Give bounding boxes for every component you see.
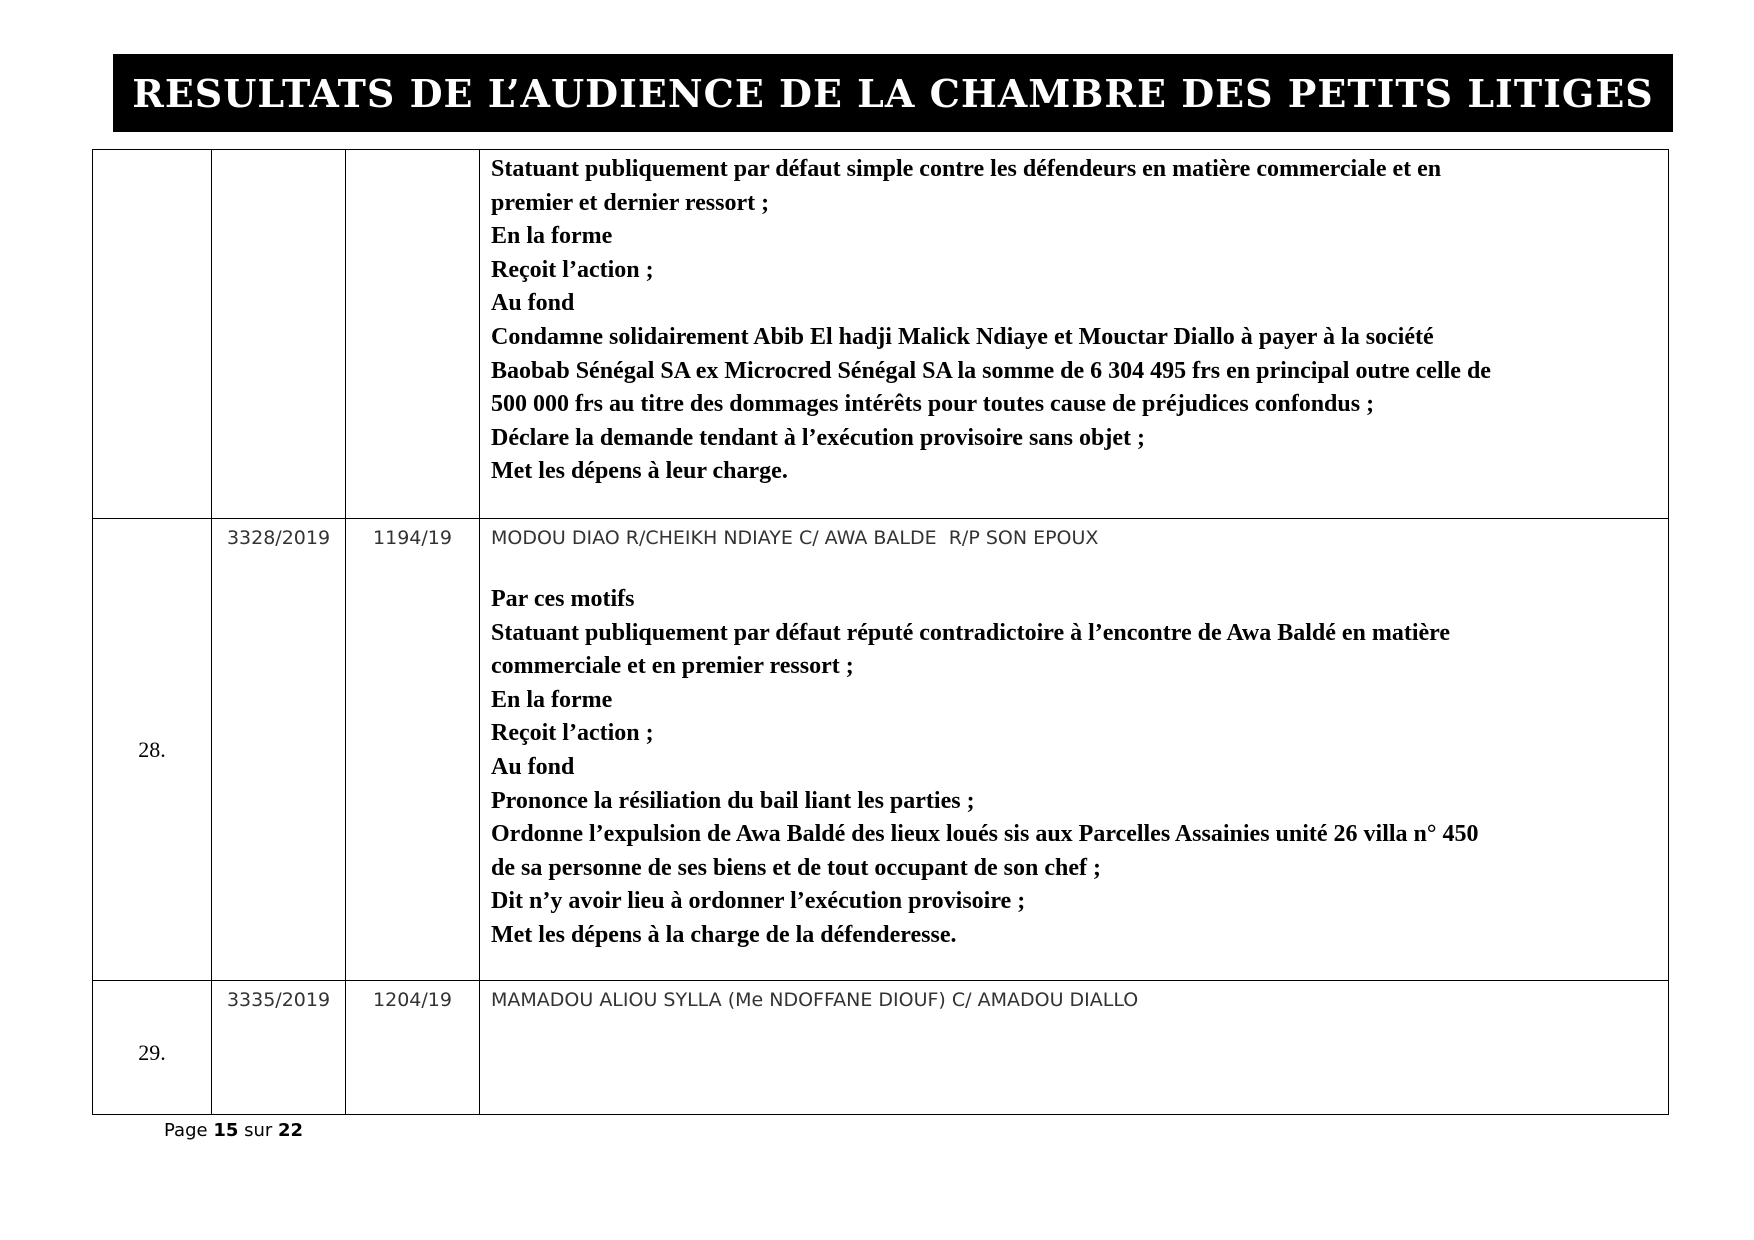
decision-line: Statuant publiquement par défaut réputé contradictoire à l’encontre de Awa Baldé en matière xyxy=(491,619,1451,646)
decision-line: Ordonne l’expulsion de Awa Baldé des lieux loués sis aux Parcelles Assainies unité 26 villa n° 450 xyxy=(491,821,1479,848)
results-table xyxy=(92,149,1669,1115)
page-title: RESULTATS DE L’AUDIENCE DE LA CHAMBRE DES PETITS LITIGES xyxy=(132,70,1654,116)
decision-line: Par ces motifs xyxy=(491,586,635,612)
decision-text xyxy=(491,583,1658,953)
page-total: 22 xyxy=(278,1120,304,1141)
row-number: 28. xyxy=(93,519,212,981)
jugement-number: 1194/19 xyxy=(346,519,480,981)
page-current: 15 xyxy=(213,1120,239,1141)
parties-text: MAMADOU ALIOU SYLLA (Me NDOFFANE DIOUF) C/ AMADOU DIALLO xyxy=(491,989,1139,1011)
table-row xyxy=(93,519,1669,981)
jugement-number xyxy=(346,150,480,519)
decision-line: Dit n’y avoir lieu à ordonner l’exécution provisoire ; xyxy=(491,888,1026,915)
page-footer xyxy=(164,1120,303,1141)
row-number xyxy=(93,150,212,519)
decision-line: Baobab Sénégal SA ex Microcred Sénégal SA la somme de 6 304 495 frs en principal outre celle de xyxy=(491,357,1491,384)
decision-line: 500 000 frs au titre des dommages intérêts pour toutes cause de préjudices confondus ; xyxy=(491,391,1375,418)
page-sep: sur xyxy=(244,1120,273,1141)
decision-line: Reçoit l’action ; xyxy=(491,720,654,747)
decision-cell xyxy=(480,150,1669,519)
decision-line: Condamne solidairement Abib El hadji Malick Ndiaye et Mouctar Diallo à payer à la société xyxy=(491,323,1434,350)
row-number: 29. xyxy=(93,981,212,1115)
decision-line: En la forme xyxy=(491,223,613,250)
parties-text: MODOU DIAO R/CHEIKH NDIAYE C/ AWA BALDE R/P SON EPOUX xyxy=(491,527,1099,549)
page-label: Page xyxy=(164,1120,208,1141)
table-row xyxy=(93,981,1669,1115)
decision-cell xyxy=(480,981,1669,1115)
header-banner xyxy=(113,54,1673,132)
decision-line: Statuant publiquement par défaut simple contre les défendeurs en matière commerciale et en xyxy=(491,156,1442,182)
decision-cell xyxy=(480,519,1669,981)
jugement-number: 1204/19 xyxy=(346,981,480,1115)
table-row xyxy=(93,150,1669,519)
decision-line: Reçoit l’action ; xyxy=(491,256,654,283)
decision-line: Met les dépens à la charge de la défenderesse. xyxy=(491,921,957,948)
role-general-number: 3335/2019 xyxy=(212,981,346,1115)
role-general-number xyxy=(212,150,346,519)
decision-line: Au fond xyxy=(491,290,575,317)
decision-line: commerciale et en premier ressort ; xyxy=(491,653,854,680)
decision-line: Met les dépens à leur charge. xyxy=(491,458,788,485)
decision-line: premier et dernier ressort ; xyxy=(491,189,770,216)
decision-line: Déclare la demande tendant à l’exécution provisoire sans objet ; xyxy=(491,424,1145,451)
decision-line: Au fond xyxy=(491,753,575,780)
decision-line: Prononce la résiliation du bail liant les parties ; xyxy=(491,787,975,814)
decision-line: de sa personne de ses biens et de tout occupant de son chef ; xyxy=(491,854,1102,881)
decision-text xyxy=(491,153,1658,489)
role-general-number: 3328/2019 xyxy=(212,519,346,981)
decision-line: En la forme xyxy=(491,686,613,713)
